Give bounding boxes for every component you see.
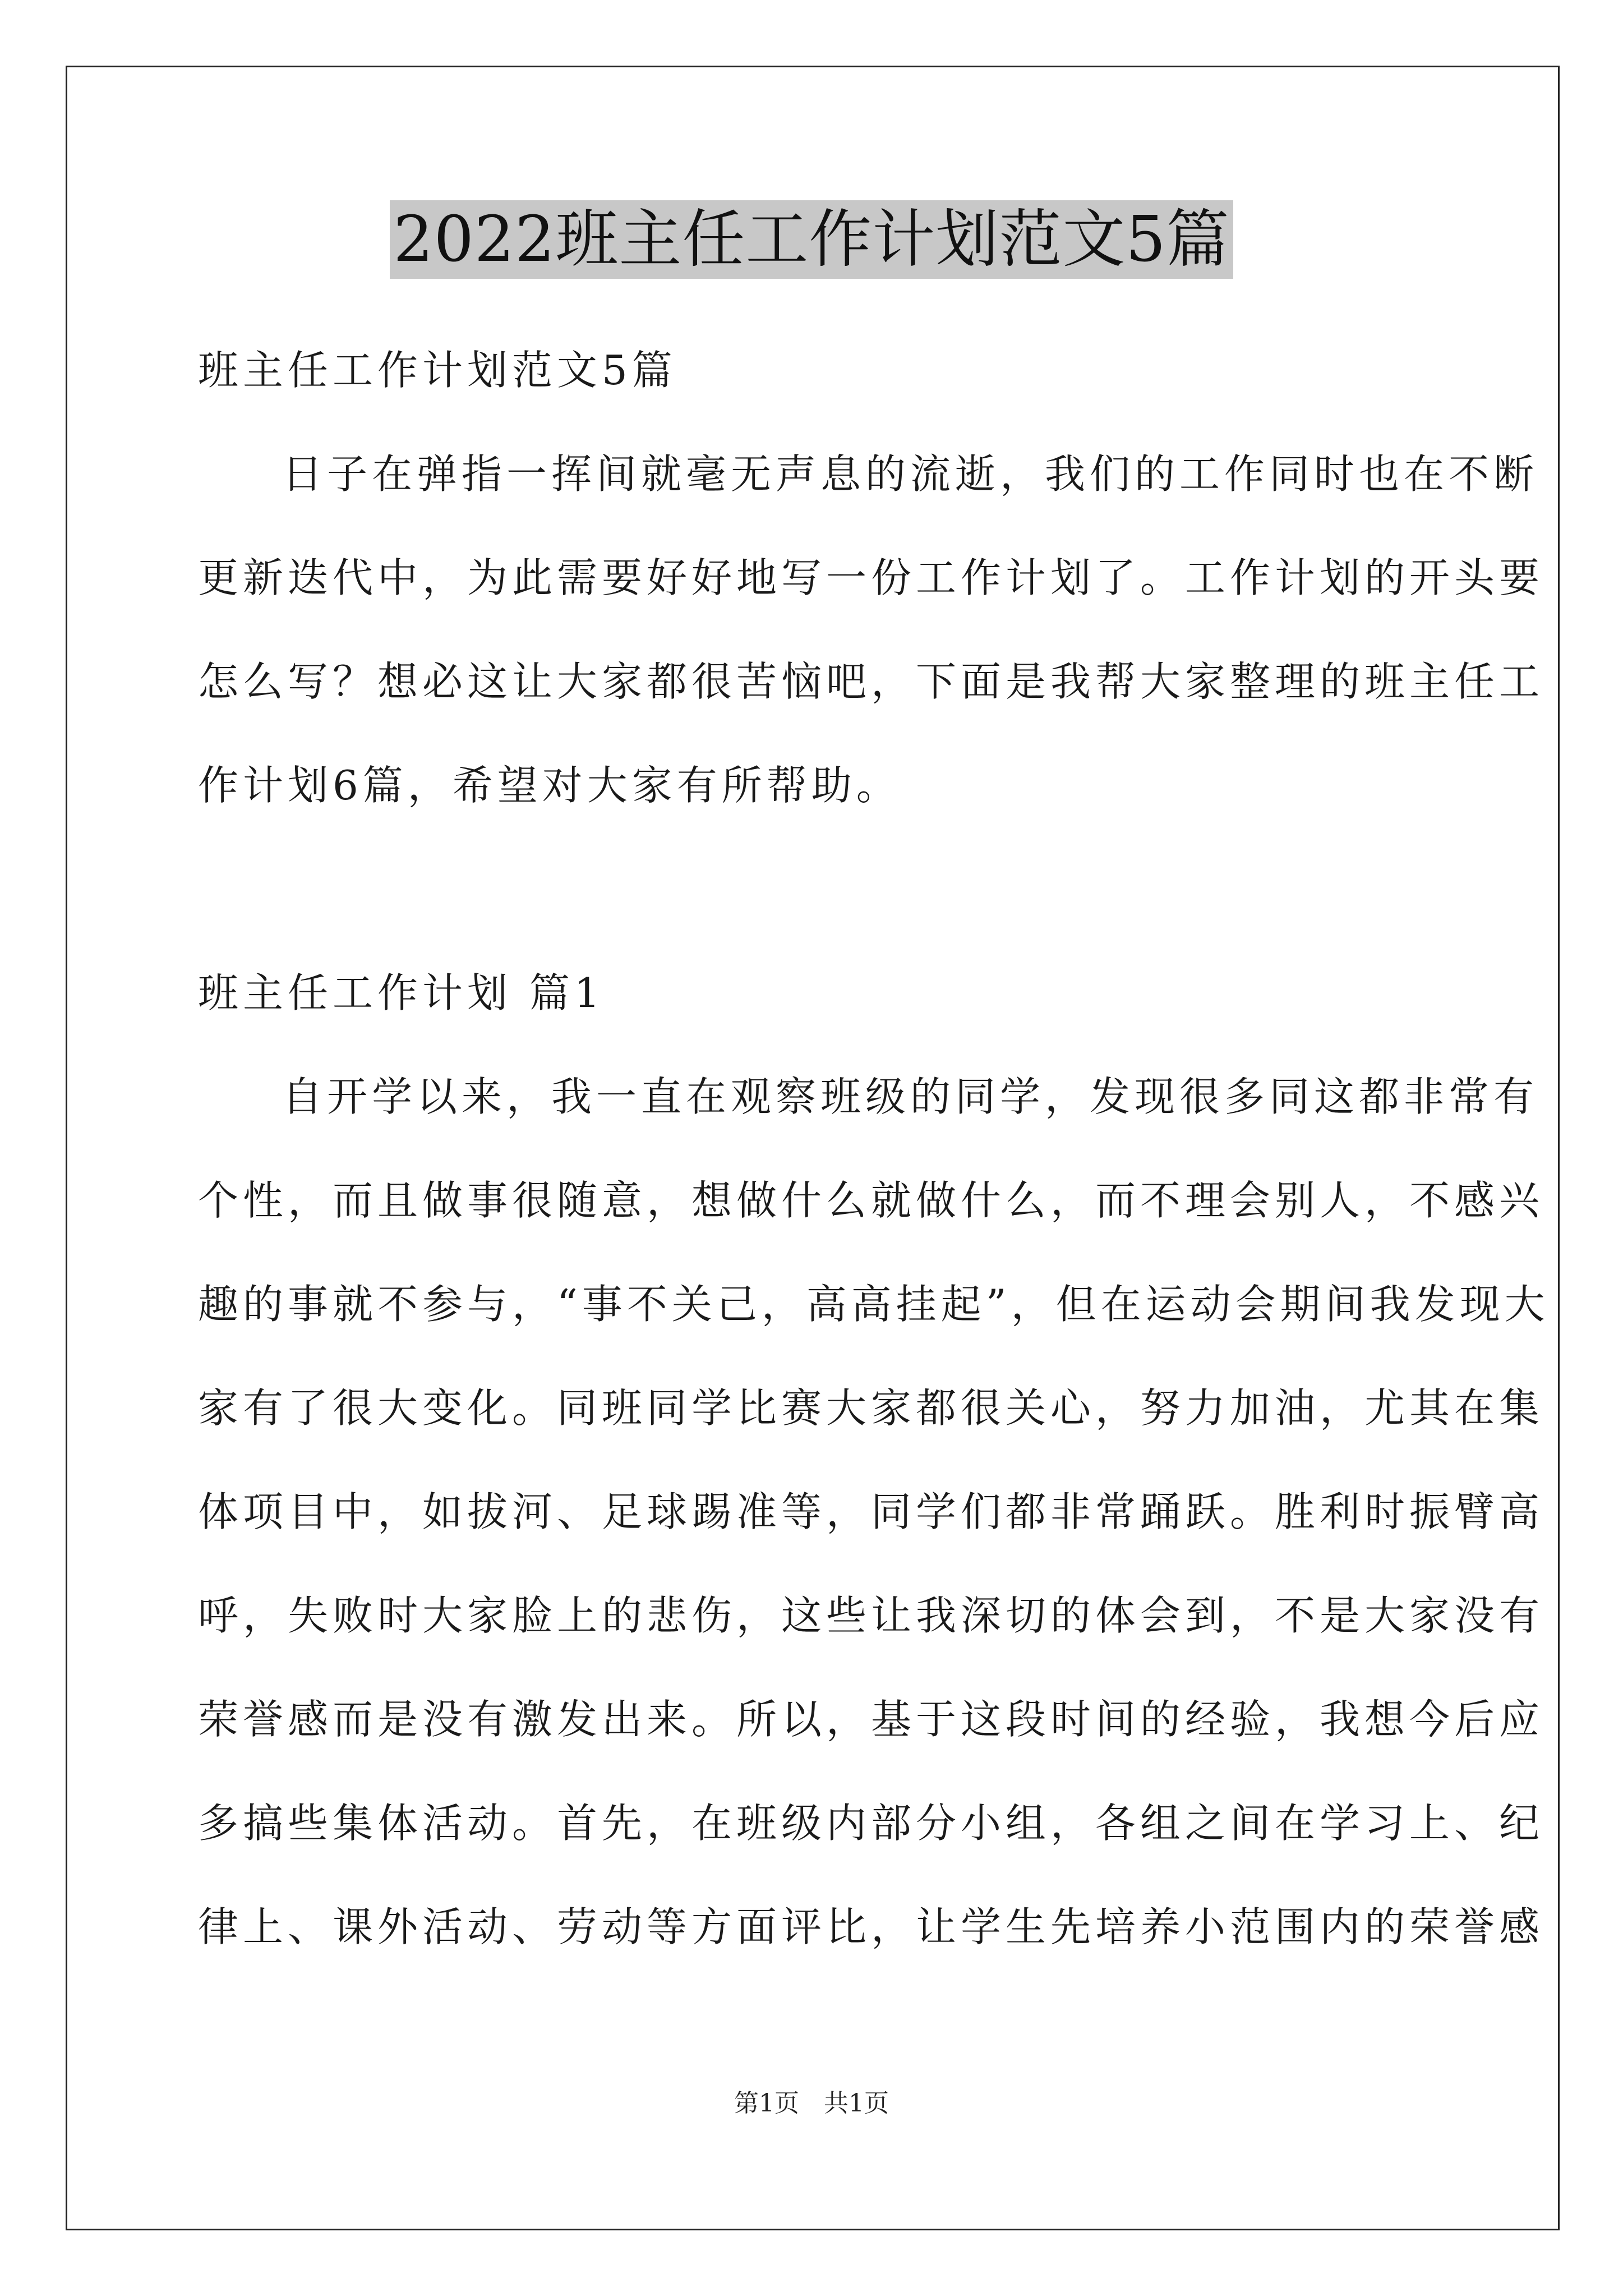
paragraph-gap <box>198 838 1432 941</box>
intro-line: 怎么写？想必这让大家都很苦恼吧，下面是我帮大家整理的班主任工 <box>198 658 1544 705</box>
document-subtitle: 班主任工作计划范文5篇 <box>198 347 677 394</box>
document-title: 2022班主任工作计划范文5篇 <box>390 200 1233 279</box>
title-container <box>0 200 1623 279</box>
intro-line: 更新迭代中，为此需要好好地写一份工作计划了。工作计划的开头要 <box>198 554 1544 601</box>
section-line: 律上、课外活动、劳动等方面评比，让学生先培养小范围内的荣誉感 <box>198 1903 1544 1950</box>
page-footer: 第1页 共1页 <box>734 2089 889 2118</box>
section-line: 体项目中，如拔河、足球踢准等，同学们都非常踊跃。胜利时振臂高 <box>198 1488 1544 1535</box>
section-line: 荣誉感而是没有激发出来。所以，基于这段时间的经验，我想今后应 <box>198 1696 1544 1743</box>
document-body <box>198 319 1550 1979</box>
section-line: 呼，失败时大家脸上的悲伤，这些让我深切的体会到，不是大家没有 <box>198 1592 1544 1639</box>
intro-line: 日子在弹指一挥间就毫无声息的流逝，我们的工作同时也在不断 <box>282 450 1539 498</box>
section-line: 家有了很大变化。同班同学比赛大家都很关心，努力加油，尤其在集 <box>198 1384 1544 1432</box>
section-line: 自开学以来，我一直在观察班级的同学，发现很多同这都非常有 <box>282 1073 1539 1120</box>
section-line: 多搞些集体活动。首先，在班级内部分小组，各组之间在学习上、纪 <box>198 1800 1544 1847</box>
section-line: 个性，而且做事很随意，想做什么就做什么，而不理会别人，不感兴 <box>198 1177 1544 1224</box>
section-line: 趣的事就不参与，“事不关己，高高挂起”，但在运动会期间我发现大 <box>198 1281 1550 1328</box>
section-heading: 班主任工作计划 篇1 <box>198 969 605 1016</box>
intro-line: 作计划6篇，希望对大家有所帮助。 <box>198 762 901 809</box>
